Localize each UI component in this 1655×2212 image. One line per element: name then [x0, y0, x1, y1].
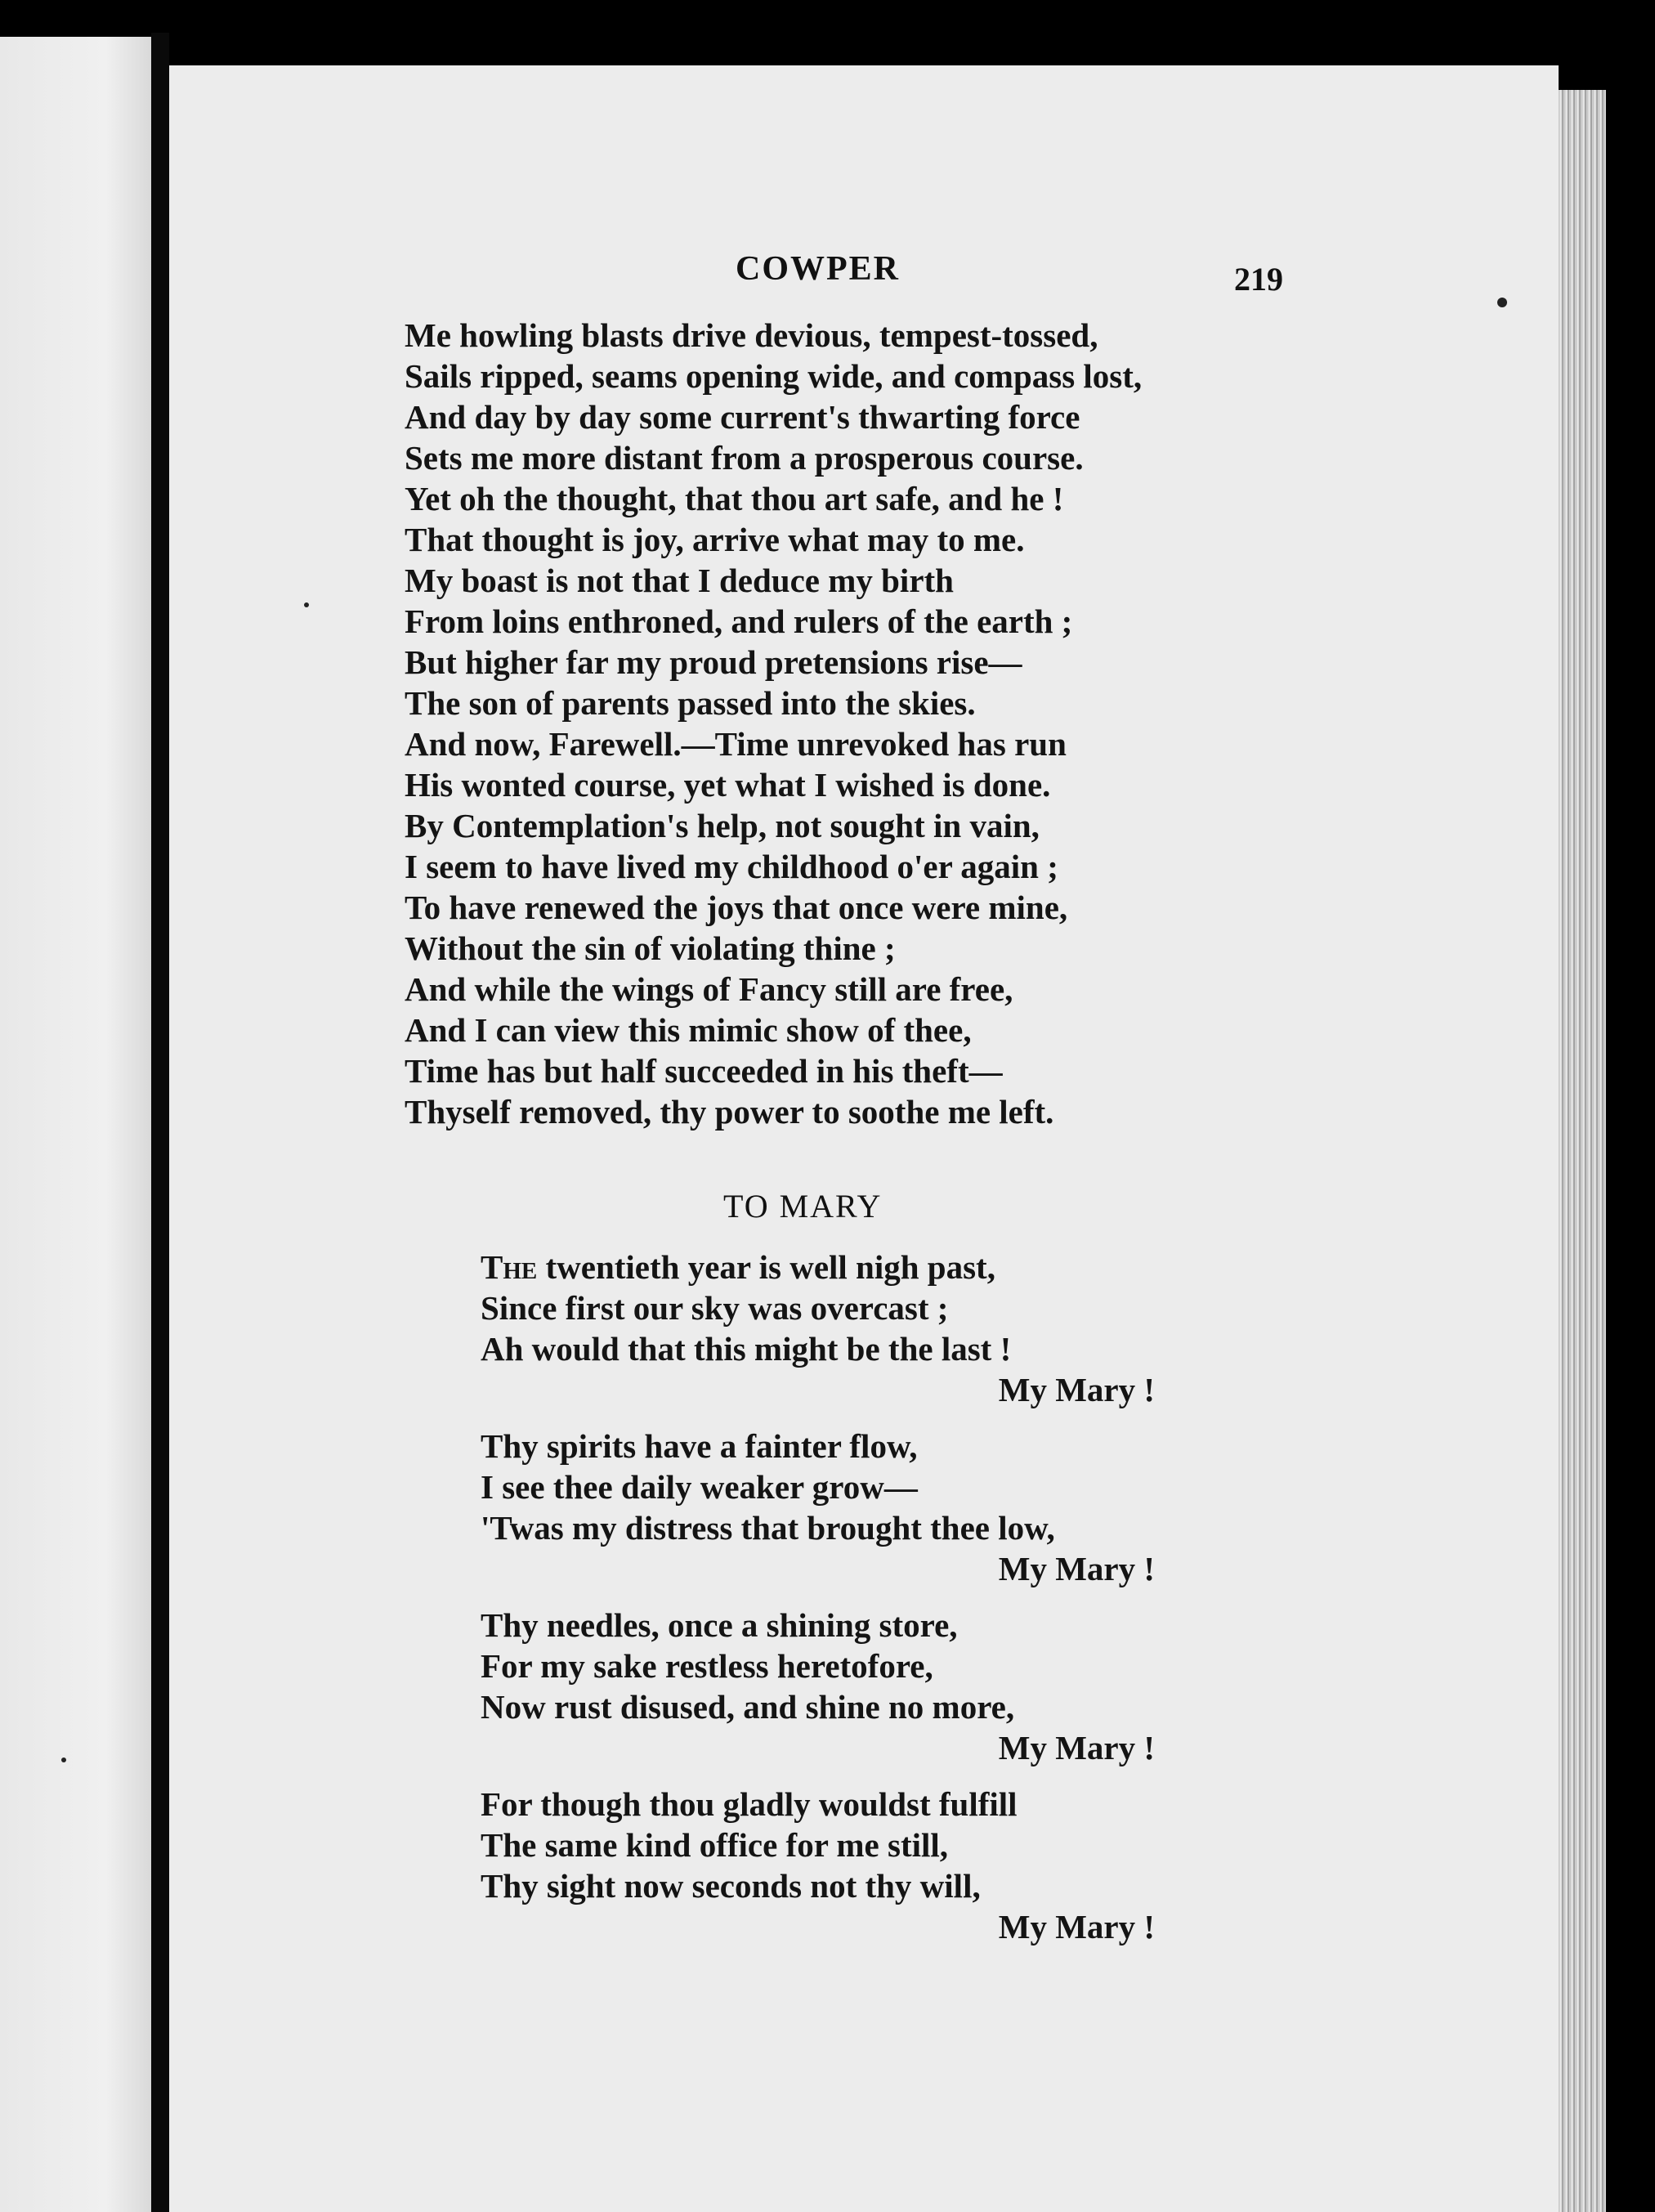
refrain: My Mary ! — [998, 1550, 1155, 1587]
speck — [61, 1758, 66, 1762]
poem-line: The same kind office for me still, — [481, 1826, 949, 1864]
stanza — [481, 1784, 1159, 1947]
poem-line: Yet oh the thought, that thou art safe, and he ! — [405, 480, 1064, 517]
speck — [304, 602, 309, 607]
poem-line: Ah would that this might be the last ! — [481, 1330, 1012, 1368]
poem-line: Thy needles, once a shining store, — [481, 1606, 958, 1644]
poem-line: To have renewed the joys that once were mine, — [405, 889, 1068, 926]
scan-border-top — [0, 0, 1655, 37]
stanza — [481, 1247, 1159, 1410]
poem-line: Since first our sky was overcast ; — [481, 1289, 949, 1327]
poem-line: 'Twas my distress that brought thee low, — [481, 1509, 1055, 1547]
poem-line: And day by day some current's thwarting force — [405, 398, 1080, 436]
poem-line: Thy spirits have a fainter flow, — [481, 1427, 918, 1465]
poem-line: Time has but half succeeded in his theft— — [405, 1052, 1003, 1090]
stanza — [481, 1426, 1159, 1589]
scan-border-right — [1606, 0, 1655, 2212]
poem-line: Now rust disused, and shine no more, — [481, 1688, 1015, 1726]
poem-title: TO MARY — [723, 1188, 883, 1225]
poem-line: For though thou gladly wouldst fulfill — [481, 1785, 1018, 1823]
poem-continued — [405, 315, 1142, 1132]
poem-line: Without the sin of violating thine ; — [405, 929, 896, 967]
refrain: My Mary ! — [998, 1729, 1155, 1766]
running-head: COWPER — [736, 250, 900, 288]
poem-line: For my sake restless heretofore, — [481, 1647, 933, 1685]
refrain: My Mary ! — [998, 1908, 1155, 1946]
poem-line: Me howling blasts drive devious, tempest-tossed, — [405, 316, 1098, 354]
speck — [1497, 298, 1507, 307]
poem-line: His wonted course, yet what I wished is done. — [405, 766, 1051, 804]
poem-line: By Contemplation's help, not sought in vain, — [405, 807, 1040, 844]
book-gutter — [151, 33, 169, 2212]
poem-line: Sets me more distant from a prosperous course. — [405, 439, 1084, 477]
poem-line: From loins enthroned, and rulers of the earth ; — [405, 602, 1073, 640]
poem-line — [481, 1247, 1159, 1287]
poem-line: And now, Farewell.—Time unrevoked has run — [405, 725, 1067, 763]
page-number: 219 — [1234, 261, 1283, 298]
poem-line: I seem to have lived my childhood o'er again ; — [405, 848, 1058, 885]
poem-line: That thought is joy, arrive what may to me. — [405, 521, 1025, 558]
poem-line: The son of parents passed into the skies. — [405, 684, 976, 722]
poem-line: And I can view this mimic show of thee, — [405, 1011, 972, 1049]
stanza — [481, 1605, 1159, 1768]
poem-line: Thyself removed, thy power to soothe me left. — [405, 1093, 1054, 1131]
poem-line-rest: twentieth year is well nigh past, — [537, 1248, 995, 1286]
refrain: My Mary ! — [998, 1371, 1155, 1408]
page-edges — [1559, 90, 1606, 2212]
poem-line: I see thee daily weaker grow— — [481, 1468, 918, 1506]
poem-line: Thy sight now seconds not thy will, — [481, 1867, 981, 1905]
poem-line: And while the wings of Fancy still are free, — [405, 970, 1013, 1008]
poem-line: But higher far my proud pretensions rise— — [405, 643, 1022, 681]
poem-line: Sails ripped, seams opening wide, and compass lost, — [405, 357, 1143, 395]
drop-word: The — [481, 1248, 538, 1286]
to-mary-poem — [481, 1247, 1159, 1963]
poem-line: My boast is not that I deduce my birth — [405, 562, 954, 599]
facing-page — [0, 37, 151, 2212]
